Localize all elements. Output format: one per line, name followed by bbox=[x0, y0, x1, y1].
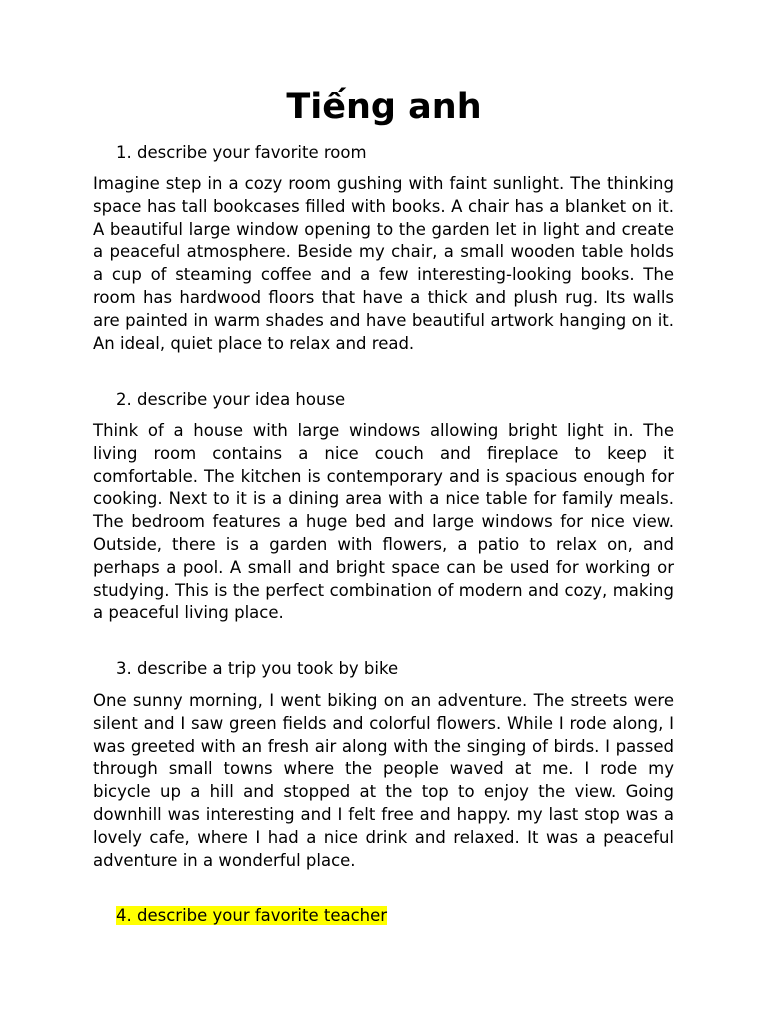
page-title: Tiếng anh bbox=[286, 87, 482, 127]
section-heading-favorite-teacher bbox=[116, 904, 387, 927]
highlighted-heading-text: 4. describe your favorite teacher bbox=[116, 906, 388, 925]
section-heading-bike-trip: 3. describe a trip you took by bike bbox=[116, 659, 399, 678]
section-body-favorite-room: Imagine step in a cozy room gushing with faint sunlight. The thinking space has tall bookcases filled with books. A chair has a blanket on it. A beautiful large window opening to the garden let in light and create a peaceful atmosphere. Beside my chair, a small wooden table holds a cup of steaming coffee and a few interesting-looking books. The room has hardwood floors that have a thick and plush rug. Its walls are painted in warm shades and have beautiful artwork hanging on it. An ideal, quiet place to relax and read. bbox=[93, 174, 674, 353]
section-body-bike-trip: One sunny morning, I went biking on an adventure. The streets were silent and I saw green fields and colorful flowers. While I rode along, I was greeted with an fresh air along with the singing of birds. I passed through small towns where the people waved at me. I rode my bicycle up a hill and stopped at the top to enjoy the view. Going downhill was interesting and I felt free and happy. my last stop was a lovely cafe, where I had a nice drink and relaxed. It was a peaceful adventure in a wonderful place. bbox=[93, 691, 674, 870]
section-heading-idea-house: 2. describe your idea house bbox=[116, 390, 346, 409]
section-heading-favorite-room: 1. describe your favorite room bbox=[116, 143, 367, 162]
section-body-idea-house: Think of a house with large windows allowing bright light in. The living room contains a nice couch and fireplace to keep it comfortable. The kitchen is contemporary and is spacious enough for cooking. Next to it is a dining area with a nice table for family meals. The bedroom features a huge bed and large windows for nice view. Outside, there is a garden with flowers, a patio to relax on, and perhaps a pool. A small and bright space can be used for working or studying. This is the perfect combination of modern and cozy, making a peaceful living place. bbox=[93, 421, 674, 623]
